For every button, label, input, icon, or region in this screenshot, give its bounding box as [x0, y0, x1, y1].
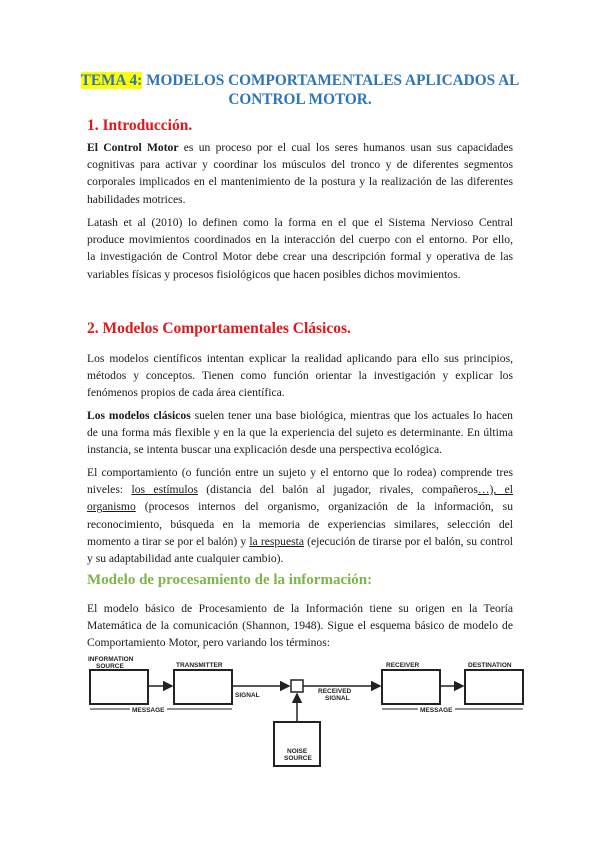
text-line: métodos y conceptos. Tienen como función orientar la investigación y explicar los	[87, 369, 513, 383]
bold-term: Los modelos clásicos	[87, 409, 191, 422]
paragraph-procesamiento	[87, 600, 513, 652]
noise-junction-box	[291, 680, 303, 692]
paragraph-control-motor	[87, 139, 513, 208]
text-line: variables físicas y procesos fisiológicos que hacen posibles dichos movimientos.	[87, 267, 461, 281]
label-receiver: RECEIVER	[386, 662, 420, 669]
text-line: reconocimiento, búsqueda en la memoria de experiencias similares, selección del	[87, 517, 513, 531]
label-message-left: MESSAGE	[132, 707, 165, 714]
text-line: habilidades motrices.	[87, 192, 186, 206]
text-line: cognitivas para activar y coordinar los músculos del tronco y de diferentes segmentos	[87, 158, 513, 172]
text-line: fenómenos propios de cada área científica.	[87, 386, 285, 400]
underlined-term: organismo	[87, 500, 136, 514]
label-signal: SIGNAL	[235, 692, 260, 699]
label-message-right: MESSAGE	[420, 707, 453, 714]
section-heading-introduccion: 1. Introducción.	[87, 117, 193, 134]
label-noise: NOISE	[287, 748, 308, 755]
text-line: Comportamiento Motor, pero variando los términos:	[87, 636, 330, 650]
text-line: El modelo básico de Procesamiento de la Información tiene su origen en la Teoría	[87, 602, 513, 615]
text-fragment: (distancia del balón al jugador, rivales, compañeros	[197, 483, 478, 497]
text-fragment: momento a tirar se por el balón) y	[87, 534, 250, 548]
information-source-box	[90, 670, 148, 704]
text-line: y su adaptabilidad ante cualquier cambio).	[87, 552, 284, 566]
paragraph-modelos-clasicos	[87, 407, 513, 459]
text-line: la investigación de Control Motor debe crear una descripción formal y operativa de las	[87, 250, 513, 264]
text-line: instancia, se intenta buscar una explicación desde una perspectiva ecológica.	[87, 443, 443, 457]
text-line: suelen tener una base biológica, mientras que los actuales lo hacen	[190, 409, 513, 422]
label-source: SOURCE	[96, 663, 124, 670]
subsection-heading: Modelo de procesamiento de la información:	[87, 572, 373, 588]
label-information: INFORMATION	[88, 656, 134, 663]
paragraph-latash	[87, 214, 513, 283]
title-rest: MODELOS COMPORTAMENTALES APLICADOS AL	[142, 72, 520, 89]
text-line: Matemática de la comunicación (Shannon, 1948). Sigue el esquema básico de modelo de	[87, 619, 513, 633]
title-line2: CONTROL MOTOR.	[228, 91, 372, 108]
transmitter-box	[174, 670, 232, 704]
paragraph-modelos-cientificos	[87, 350, 513, 402]
text-line: El comportamiento (o función entre un sujeto y el entorno que lo rodea) comprende tres	[87, 466, 513, 479]
text-line: Los modelos científicos intentan explicar la realidad aplicando para ello sus principios,	[87, 352, 513, 365]
underlined-term: …), el	[477, 483, 513, 497]
text-line: de una forma más flexible y en la que la experiencia del sujeto es determinante. En última	[87, 426, 513, 440]
text-fragment: niveles:	[87, 483, 132, 497]
underlined-term: la respuesta	[249, 534, 304, 548]
destination-box	[465, 670, 523, 704]
label-transmitter: TRANSMITTER	[176, 662, 223, 669]
shannon-communication-diagram	[80, 654, 525, 774]
underlined-term: los estímulos	[131, 483, 198, 497]
label-destination: DESTINATION	[468, 662, 512, 669]
text-fragment: (ejecución de tirarse por el balón, su control	[303, 534, 513, 548]
text-line: produce movimientos coordinados en la interacción del cuerpo con el entorno. Por ello,	[87, 233, 513, 247]
label-noise-source: SOURCE	[284, 755, 312, 762]
section-heading-modelos: 2. Modelos Comportamentales Clásicos.	[87, 320, 351, 337]
label-received-signal: SIGNAL	[325, 695, 350, 702]
text-line: Latash et al (2010) lo definen como la forma en el que el Sistema Nervioso Central	[87, 216, 513, 229]
bold-term: El Control Motor	[87, 141, 179, 154]
label-received: RECEIVED	[318, 688, 352, 695]
text-line: es un proceso por el cual los seres humanos usan sus capacidades	[178, 141, 513, 154]
text-fragment: (procesos internos del organismo, organización de la información, su	[135, 500, 513, 514]
title-prefix: TEMA 4:	[80, 72, 143, 89]
page-title	[60, 71, 540, 109]
receiver-box	[382, 670, 440, 704]
paragraph-comportamiento	[87, 464, 513, 567]
text-line: corporales implicados en el mantenimiento de la postura y la realización de las diferentes	[87, 175, 513, 189]
